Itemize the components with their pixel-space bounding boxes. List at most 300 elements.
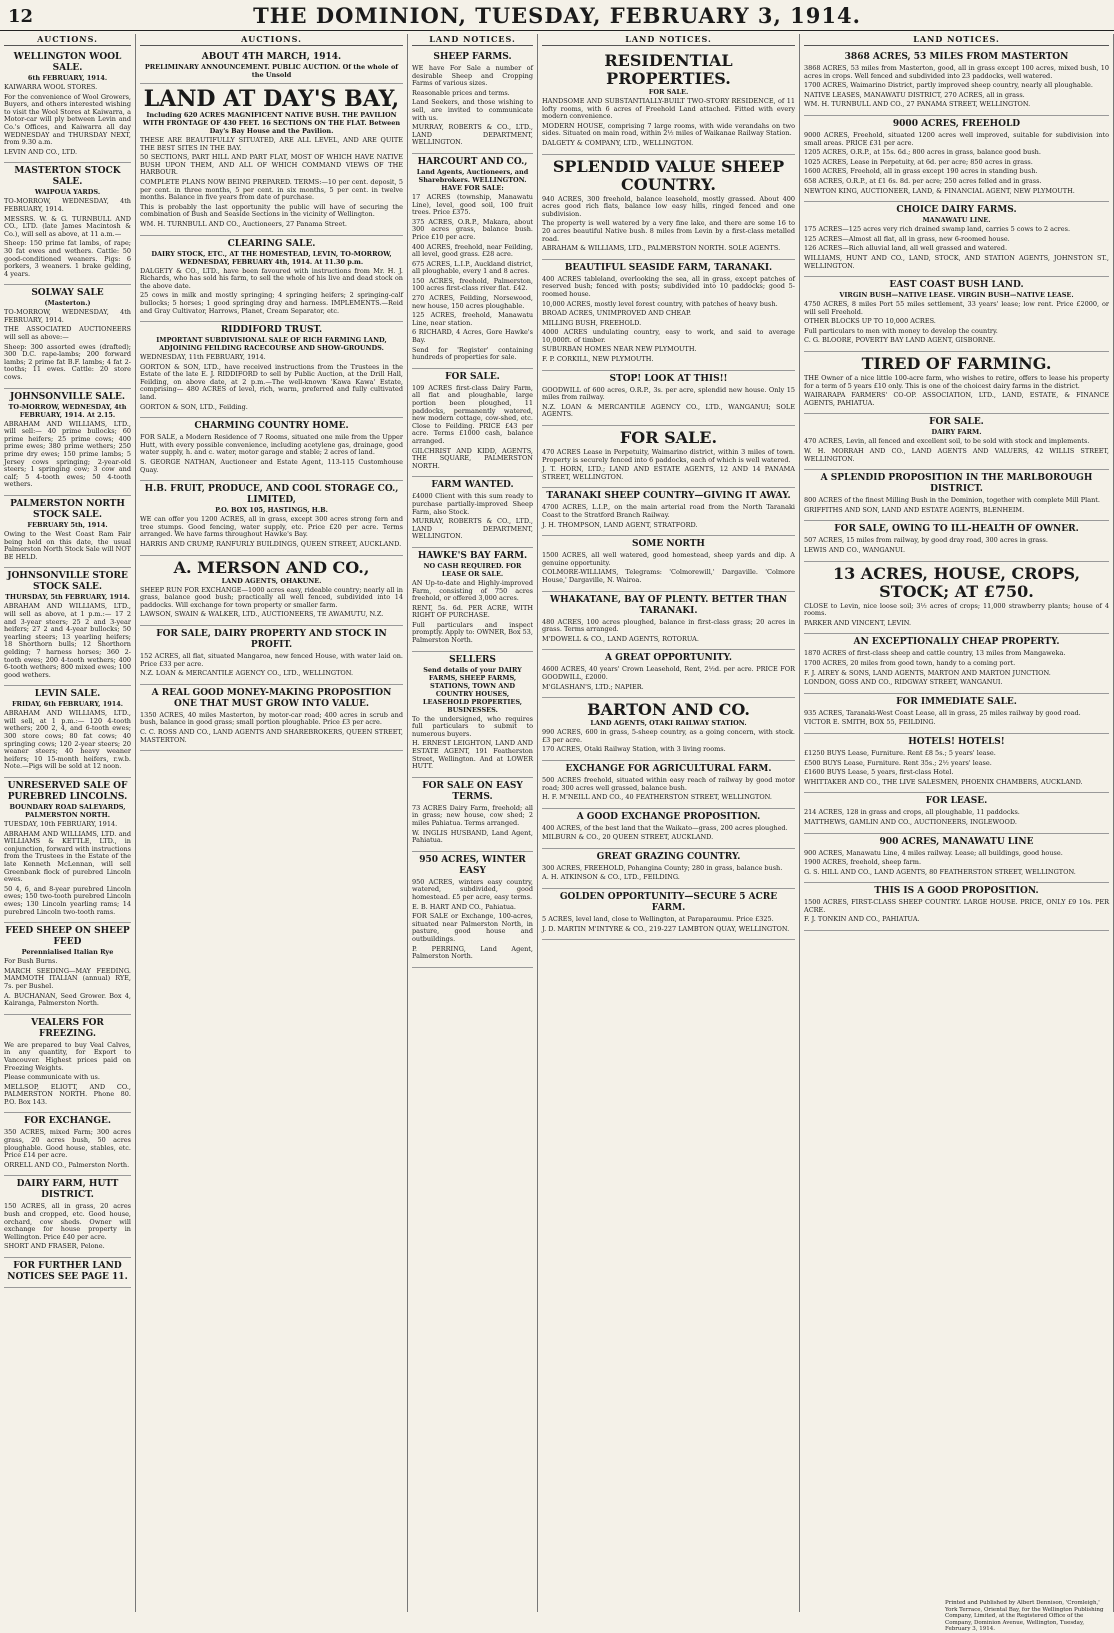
advertisement — [4, 1258, 131, 1288]
ad-heading: BEAUTIFUL SEASIDE FARM, TARANAKI. — [564, 262, 773, 273]
ad-text: Full particulars and inspect promptly. Apply to: OWNER, Box 53, Palmerston North. — [412, 620, 533, 645]
advertisement — [4, 568, 131, 686]
ad-text: To the undersigned, who requires full particulars to submit to numerous buyers. — [412, 714, 533, 738]
ad-text: Sheep: 300 assorted ewes (drafted); 300 D.C. rape-lambs; 200 forward lambs; 2 prime fat B.F. lambs; 4 fat 2-tooths; 11 ewes. Cattle: 20 store cows. — [4, 342, 131, 382]
ad-text: P. PERRING, Land Agent, Palmerston North. — [412, 944, 533, 961]
ad-text: For the convenience of Wool Growers, Buyers, and others interested wishing to visit the Wool Stores at Kaiwarra, a Motor-car will ply between Levin and Co.'s Offices, and Kaiwarra all day WEDNESDAY and THURSDAY NEXT, from 9.30 a.m. — [4, 92, 131, 147]
ad-text: 940 ACRES, 300 freehold, balance leasehold, mostly grassed. About 400 acres good rich flats, balance low easy hills, ringed fenced and one subdivision. — [542, 194, 795, 218]
ad-text: LONDON, GOSS AND CO., RIDGWAY STREET, WANGANUI. — [804, 678, 1003, 687]
ad-heading: A REAL GOOD MONEY-MAKING PROPOSITION ONE THAT MUST GROW INTO VALUE. — [151, 687, 392, 709]
ad-text: W. H. MORRAH AND CO., LAND AGENTS AND VALUERS, 42 WILLIS STREET, WELLINGTON. — [804, 447, 1109, 463]
ad-heading: FOR EXCHANGE. — [23, 1116, 112, 1127]
ad-text: 800 ACRES of the finest Milling Bush in the Dominion, together with complete Mill Plant. — [804, 496, 1100, 505]
advertisement — [4, 778, 131, 923]
ad-heading: SELLERS — [449, 654, 496, 665]
ad-text: MESSRS. W. & G. TURNBULL AND CO., LTD. (late James Macintosh & Co.), will sell as above, at 11 a.m.— — [4, 214, 131, 238]
advertisement — [4, 1176, 131, 1258]
ad-subheading: MANAWATU LINE. — [922, 216, 991, 225]
ad-text: THE ASSOCIATED AUCTIONEERS will sell as above:— — [4, 325, 131, 342]
advertisement — [140, 626, 403, 685]
ad-text: J. H. THOMPSON, LAND AGENT, STRATFORD. — [542, 520, 698, 529]
ad-text: COLMORE-WILLIAMS, Telegrams: 'Colmorewill,' Dargaville. 'Colmore House,' Dargaville, N. Wairoa. — [542, 568, 795, 584]
ad-text: 50 SECTIONS, PART HILL AND PART FLAT, MOST OF WHICH HAVE NATIVE BUSH UPON THEM, AND ALL OF WHICH COMMAND VIEWS OF THE HARBOUR. — [140, 153, 403, 177]
ad-heading: EAST COAST BUSH LAND. — [889, 280, 1024, 291]
advertisement — [542, 426, 795, 488]
ad-subheading: P.O. BOX 105, HASTINGS, H.B. — [215, 506, 328, 515]
ad-text: ABRAHAM AND WILLIAMS, LTD., will sell:— 40 prime bullocks; 60 prime heifers; 25 prime cows; 400 prime ewes; 380 prime wethers; 250 prime dry ewes; 150 prime lambs; 5 Jersey cows springing; 2-year-old steers; 1 springing cow; 3 cow and calf; 5 4-tooth ewes; 50 4-tooth wethers. — [4, 419, 131, 489]
ad-heading: FOR SALE. — [445, 371, 500, 382]
ad-heading: HOTELS! HOTELS! — [908, 736, 1005, 747]
ad-heading: FOR SALE. — [619, 428, 718, 448]
advertisement — [542, 155, 795, 260]
ad-text: 4000 ACRES undulating country, easy to work, and said to average 10,000ft. of timber. — [542, 328, 795, 344]
advertisement — [542, 371, 795, 426]
ad-heading: CHOICE DAIRY FARMS. — [896, 205, 1017, 216]
advertisement — [4, 923, 131, 1015]
advertisement — [4, 49, 131, 163]
advertisement — [804, 562, 1109, 635]
ad-subheading: Land Agents, Auctioneers, and Sharebrokers. WELLINGTON. HAVE FOR SALE: — [416, 167, 529, 192]
ad-heading: FOR SALE ON EASY TERMS. — [422, 780, 523, 802]
advertisement — [140, 685, 403, 751]
ad-text: DALGETY & CO., LTD., have been favoured with instructions from Mr. H. J. Richards, who has sold his farm, to sell the whole of his live and dead stock on the above date. — [140, 266, 403, 290]
ad-text: THE Owner of a nice little 100-acre farm, who wishes to retire, offers to lease his property for a term of 5 years £10 only. This is one of the choicest dairy farms in the district. — [804, 374, 1109, 390]
ad-text: Owing to the West Coast Ram Fair being held on this date, the usual Palmerston North Stock Sale will NOT BE HELD. — [4, 529, 132, 561]
masthead — [0, 0, 1114, 31]
ad-heading: GOLDEN OPPORTUNITY—SECURE 5 ACRE FARM. — [559, 892, 778, 914]
ad-text: G. S. HILL AND CO., LAND AGENTS, 80 FEATHERSTON STREET, WELLINGTON. — [804, 867, 1076, 876]
ad-text: F. J. AIREY & SONS, LAND AGENTS, MARTON AND MARTON JUNCTION. — [804, 668, 1051, 677]
ad-text: 9000 ACRES, Freehold, situated 1200 acres well improved, suitable for subdivision into small areas. PRICE £31 per acre. — [804, 130, 1109, 147]
ad-text: Reasonable prices and terms. — [412, 88, 510, 97]
ad-subheading: BOUNDARY ROAD SALEYARDS, PALMERSTON NORTH. — [9, 803, 126, 820]
ad-text: N.Z. LOAN & MERCANTILE AGENCY CO., LTD., WANGANUI; SOLE AGENTS. — [542, 402, 795, 419]
ad-text: 1500 ACRES, FIRST-CLASS SHEEP COUNTRY. LARGE HOUSE. PRICE, ONLY £9 10s. PER ACRE. — [804, 898, 1109, 914]
ad-text: 1205 ACRES, O.R.P., at 15s. 6d.; 800 acres in grass, balance good bush. — [804, 148, 1041, 157]
ad-subheading: 6th FEBRUARY, 1914. — [27, 74, 108, 82]
advertisement — [542, 260, 795, 371]
ad-text: TO-MORROW, WEDNESDAY, 4th FEBRUARY, 1914. — [4, 308, 131, 324]
ad-text: 1600 ACRES, Freehold, all in grass except 190 acres in standing bush. — [804, 167, 1038, 176]
column-heading: AUCTIONS. — [4, 34, 131, 46]
ad-text: ABRAHAM AND WILLIAMS, LTD. and WILLIAMS & KETTLE, LTD., in conjunction, forward with instructions from the Trustees in the Estate of the late Kenneth McLennan, will sell Greenbank flock of purebred Lincoln ewes. — [4, 829, 131, 884]
ad-subheading: DAIRY STOCK, ETC., AT THE HOMESTEAD, LEVIN, TO-MORROW, WEDNESDAY, FEBRUARY 4th, 1914. At 11.30 p.m. — [151, 249, 392, 266]
ad-heading: 9000 ACRES, FREEHOLD — [892, 118, 1021, 129]
ad-text: Send for 'Register' containing hundreds of properties for sale. — [412, 345, 533, 362]
ad-text: 4700 ACRES, L.I.P., on the main arterial road from the North Taranaki Coast to the Stratford Branch Railway. — [542, 503, 795, 519]
ad-text: SHORT AND FRASER, Pelone. — [4, 1242, 105, 1251]
ad-subheading: LAND AGENTS, OTAKI RAILWAY STATION. — [590, 719, 747, 728]
ad-heading: AN EXCEPTIONALLY CHEAP PROPERTY. — [853, 637, 1060, 648]
ad-text: A. BUCHANAN, Seed Grower. Box 4, Kairanga, Palmerston North. — [4, 991, 131, 1008]
ad-subheading: TO-MORROW, WEDNESDAY, 4th FEBRUARY, 1914. At 2.15. — [8, 402, 127, 419]
advertisement — [804, 352, 1109, 414]
ad-text: WILLIAMS, HUNT AND CO., LAND, STOCK, AND STATION AGENTS, JOHNSTON ST., WELLINGTON. — [804, 253, 1109, 270]
advertisement — [412, 778, 533, 852]
ad-text: 1900 ACRES, freehold, sheep farm. — [804, 858, 922, 867]
ad-text: We are prepared to buy Veal Calves, in any quantity, for Export to Vancouver. Highest prices paid on Freezing Weights. — [4, 1040, 131, 1072]
ad-heading: CHARMING COUNTRY HOME. — [194, 421, 349, 432]
ad-text: S. GEORGE NATHAN, Auctioneer and Estate Agent, 113-115 Customhouse Quay. — [140, 458, 403, 474]
advertisement — [542, 49, 795, 155]
advertisement — [804, 793, 1109, 833]
ad-subheading: PRELIMINARY ANNOUNCEMENT. PUBLIC AUCTION. Of the whole of the Unsold — [144, 63, 399, 79]
advertisement — [542, 809, 795, 849]
advertisement — [412, 477, 533, 548]
ad-text: THESE ARE BEAUTIFULLY SITUATED, ARE ALL LEVEL, AND ARE QUITE THE BEST SITES IN THE BAY. — [140, 136, 403, 152]
ad-heading: STOP! LOOK AT THIS!! — [609, 373, 728, 384]
ad-text: NATIVE LEASES, MANAWATU DISTRICT, 270 ACRES, all in grass. — [804, 90, 1025, 99]
ad-text: GORTON & SON, LTD., Feilding. — [140, 402, 248, 411]
ad-text: WE have For Sale a number of desirable Sheep and Cropping Farms of various sizes. — [412, 64, 533, 88]
ad-text: This is probably the last opportunity the public will have of securing the combination of Bush and Seaside Sections in the vicinity of Wellington. — [140, 202, 403, 219]
advertisement — [412, 369, 533, 478]
ad-text: SHEEP RUN FOR EXCHANGE—1000 acres easy, rideable country; nearly all in grass, balance good bush; practically all well fenced, subdivided into 14 paddocks. Will exchange for town property or smaller farm. — [140, 585, 403, 609]
ad-text: MILLING BUSH, FREEHOLD. — [542, 318, 642, 327]
ad-text: 400 ACRES, of the best land that the Waikato—grass, 200 acres ploughed. — [542, 823, 788, 832]
ad-subheading: WAIPOUA YARDS. — [34, 188, 101, 197]
ad-text: W. INGLIS HUSBAND, Land Agent, Pahiatua. — [412, 828, 533, 845]
ad-text: 900 ACRES, Manawatu Line, 4 miles railway. Lease; all buildings, good house. — [804, 848, 1063, 857]
ad-heading: HARCOURT AND CO., — [417, 156, 528, 167]
ad-text: SUBURBAN HOMES NEAR NEW PLYMOUTH. — [542, 345, 697, 354]
advertisement — [542, 761, 795, 809]
ad-text: VICTOR E. SMITH, BOX 55, FEILDING. — [804, 718, 936, 727]
ad-text: 25 cows in milk and mostly springing; 4 springing heifers; 2 springing-calf bullocks; 5 horses; 1 good springing dray and harness. IMPLEMENTS.—Reid and Gray Cultivator, Harrows, Planet, Cream Separator, etc. — [140, 291, 403, 315]
advertisement — [804, 470, 1109, 521]
ad-text: MELLSOP, ELIOTT, AND CO., PALMERSTON NORTH. Phone 80. P.O. Box 143. — [4, 1082, 131, 1106]
ad-text: 1025 ACRES, Lease in Perpetuity, at 6d. per acre; 850 acres in grass. — [804, 157, 1033, 166]
ad-heading: FEED SHEEP ON SHEEP FEED — [5, 926, 130, 948]
advertisement — [542, 698, 795, 761]
ad-text: For Bush Burns. — [4, 957, 58, 966]
ad-subheading: Perennialised Italian Rye — [21, 948, 114, 957]
advertisement — [4, 1113, 131, 1176]
ad-heading: WHAKATANE, BAY OF PLENTY. BETTER THAN TARANAKI. — [550, 594, 787, 616]
ad-text: Full particulars to men with money to develop the country. — [804, 326, 998, 335]
ad-text: J. T. HORN, LTD.; LAND AND ESTATE AGENTS, 12 AND 14 PANAMA STREET, WELLINGTON. — [542, 465, 795, 481]
ad-subheading: THURSDAY, 5th FEBRUARY, 1914. — [5, 593, 130, 602]
ad-text: 1700 ACRES, Waimarino District, partly improved sheep country, nearly all ploughable. — [804, 81, 1093, 90]
ad-heading: A. MERSON AND CO., — [173, 557, 370, 577]
ad-text: 214 ACRES, 128 in grass and crops, all ploughable, 11 paddocks. — [804, 808, 1020, 817]
ad-text: 5 ACRES, level land, close to Wellington, at Paraparaumu. Price £325. — [542, 915, 774, 924]
column-heading: LAND NOTICES. — [804, 34, 1109, 46]
ad-text: AN Up-to-date and Highly-improved Farm, consisting of 750 acres freehold, or offered 3,000 acres. — [412, 578, 533, 603]
ad-text: E. B. HART AND CO., Pahiatua. — [412, 902, 516, 911]
column-4 — [538, 34, 800, 1612]
ad-text: 125 ACRES, freehold, Manawatu Line, near station. — [412, 311, 533, 327]
ad-heading: SOLWAY SALE — [31, 288, 104, 299]
ad-heading: SHEEP FARMS. — [433, 52, 512, 62]
advertisement — [140, 236, 403, 323]
ad-text: F. J. TONKIN AND CO., PAHIATUA. — [804, 915, 920, 924]
newspaper-title: THE DOMINION, TUESDAY, FEBRUARY 3, 1914. — [253, 3, 861, 28]
ad-heading: H.B. FRUIT, PRODUCE, AND COOL STORAGE CO., LIMITED, — [144, 484, 399, 506]
column-heading: LAND NOTICES. — [542, 34, 795, 46]
ad-heading: 900 ACRES, MANAWATU LINE — [879, 836, 1034, 847]
advertisement — [140, 84, 403, 236]
ad-text: 470 ACRES, Levin, all fenced and excellent soil, to be sold with stock and implements. — [804, 437, 1090, 446]
ad-text: 50 4, 6, and 8-year purebred Lincoln ewes; 150 two-tooth purebred Lincoln ewes; 130 Lincoln yearling rams; 14 purebred Lincoln two-tooth rams. — [4, 884, 131, 916]
ad-subheading: IMPORTANT SUBDIVISIONAL SALE OF RICH FARMING LAND, ADJOINING FEILDING RACECOURSE AND SHOW-GROUNDS. — [156, 336, 387, 353]
ad-heading: SPLENDID VALUE SHEEP COUNTRY. — [552, 156, 785, 194]
ad-subheading: VIRGIN BUSH—NATIVE LEASE. VIRGIN BUSH—NATIVE LEASE. — [839, 291, 1074, 300]
ad-text: GORTON & SON, LTD., have received instructions from the Trustees in the Estate of the late E. J. RIDDIFORD to sell by Public Auction, at the Drill Hall, Feilding, on above date, at 2 p.m.—The well-known 'Kawa Kawa' Estate, comprising— 480 ACRES of level, rich, warm, preferred and fully cultivated land. — [140, 362, 403, 402]
ad-subheading: FRIDAY, 6th FEBRUARY, 1914. — [11, 700, 124, 709]
ad-text: 10,000 ACRES, mostly level forest country, with patches of heavy bush. — [542, 299, 778, 308]
ad-text: 1350 ACRES, 40 miles Masterton, by motor-car road; 400 acres in scrub and bush, balance in good grass; small portion ploughable. Price £3 per acre. — [140, 710, 403, 727]
ad-heading: RESIDENTIAL PROPERTIES. — [604, 51, 733, 88]
ad-text: 3868 ACRES, 53 miles from Masterton, good, all in grass except 100 acres, mixed bush, 10 acres in crops. Well fenced and subdivided into 23 paddocks, well watered. — [804, 64, 1109, 80]
advertisement — [804, 116, 1109, 202]
ad-heading: 13 ACRES, HOUSE, CROPS, STOCK; AT £750. — [832, 563, 1081, 601]
advertisement — [412, 852, 533, 968]
ad-text: H. ERNEST LEIGHTON, LAND AND ESTATE AGENT, 191 Featherston Street, Wellington. And at LOWER HUTT. — [412, 739, 533, 771]
ad-text: WHITTAKER AND CO., THE LIVE SALESMEN, PHOENIX CHAMBERS, AUCKLAND. — [804, 777, 1083, 786]
ad-text: 4600 ACRES, 40 years' Crown Leasehold, Rent, 2½d. per acre. PRICE FOR GOODWILL, £2000. — [542, 665, 795, 681]
imprint: Printed and Published by Albert Dennison, 'Cromleigh,' York Terrace, Oriental Bay, for the Wellington Publishing Company, Limited, at the Registered Office of the Company, Dominion Avenue, Wellington, Tuesday, February 3, 1914. — [945, 1600, 1104, 1632]
ad-heading: A SPLENDID PROPOSITION IN THE MARLBOROUGH DISTRICT. — [820, 473, 1093, 495]
ad-subheading: NO CASH REQUIRED. FOR LEASE OR SALE. — [423, 561, 522, 578]
ad-text: CLOSE to Levin, nice loose soil; 3½ acres of crops; 11,000 strawberry plants; house of 4 rooms. — [804, 601, 1109, 618]
ad-heading: FOR SALE, DAIRY PROPERTY AND STOCK IN PROFIT. — [156, 628, 387, 650]
ad-text: J. D. MARTIN M'INTYRE & CO., 219-227 LAMBTON QUAY, WELLINGTON. — [542, 924, 790, 933]
advertisement — [4, 163, 131, 285]
ad-text: 4750 ACRES, 8 miles Port 55 miles settlement, 33 years' lease; low rent. Price £2000, or will sell Freehold. — [804, 300, 1109, 316]
ad-text: C. G. BLOORE, POVERTY BAY LAND AGENT, GISBORNE. — [804, 336, 996, 345]
ad-heading: JOHNSONVILLE STORE STOCK SALE. — [7, 571, 128, 593]
advertisement — [4, 389, 131, 496]
ad-text: 1870 ACRES of first-class sheep and cattle country, 13 miles from Mangaweka. — [804, 649, 1066, 658]
ad-text: 270 ACRES, Feilding, Norsewood, new house, 150 acres ploughable. — [412, 294, 533, 310]
advertisement — [542, 536, 795, 591]
advertisement — [412, 49, 533, 154]
advertisement — [804, 277, 1109, 352]
ad-text: MILBURN & CO., 20 QUEEN STREET, AUCKLAND. — [542, 833, 714, 842]
advertisement — [804, 414, 1109, 470]
ad-heading: SOME NORTH — [632, 539, 705, 550]
ad-text: F. P. CORKILL, NEW PLYMOUTH. — [542, 355, 654, 364]
ad-text: 152 ACRES, all flat, situated Mangaroa, new fenced House, with water laid on. Price £33 per acre. — [140, 651, 403, 668]
ad-text: TO-MORROW, WEDNESDAY, 4th FEBRUARY, 1914. — [4, 197, 131, 213]
ad-text: 480 ACRES, 100 acres ploughed, balance in first-class grass; 20 acres in grass. Terms arranged. — [542, 617, 795, 634]
ad-text: M'DOWELL & CO., LAND AGENTS, ROTORUA. — [542, 634, 699, 643]
ad-text: 1700 ACRES, 20 miles from good town, handy to a coming port. — [804, 658, 1016, 667]
advertisement — [804, 202, 1109, 277]
ad-text: LAWSON, SWAIN & WALKER, LTD., AUCTIONEERS, TE AWAMUTU, N.Z. — [140, 610, 384, 619]
ad-text: GILCHRIST AND KIDD, AGENTS, THE SQUARE, PALMERSTON NORTH. — [412, 446, 533, 470]
column-heading: LAND NOTICES. — [412, 34, 533, 46]
ad-text: ABRAHAM AND WILLIAMS, LTD., will sell, at 1 p.m.:— 120 4-tooth wethers; 200 2, 4, and 6-tooth ewes; 300 store cows; 80 fat cows; 40 springing cows; 120 2-year steers; 20 weaner steers; 40 heavy weaner heifers; 10 15-month heifers, r.w.b. Note.—Pigs will be sold at 12 noon. — [4, 709, 131, 771]
ad-heading: THIS IS A GOOD PROPOSITION. — [874, 886, 1039, 897]
ad-text: OTHER BLOCKS UP TO 10,000 ACRES. — [804, 317, 936, 326]
ad-subheading: FOR SALE. — [648, 88, 689, 96]
ad-text: 350 ACRES, mixed Farm; 300 acres grass, 20 acres bush, 50 acres ploughable. Good house, stables, etc. Price £14 per acre. — [4, 1128, 131, 1160]
ad-heading: EXCHANGE FOR AGRICULTURAL FARM. — [565, 763, 772, 774]
ad-heading: ABOUT 4TH MARCH, 1914. — [201, 52, 342, 62]
ad-text: WAIRARAPA FARMERS' CO-OP. ASSOCIATION, LTD., LAND, ESTATE, & FINANCE AGENTS, PAHIATUA. — [804, 391, 1109, 407]
ad-text: MURRAY, ROBERTS & CO., LTD., LAND DEPARTMENT, WELLINGTON. — [412, 123, 533, 147]
ad-text: 507 ACRES, 15 miles from railway, by good dray road, 300 acres in grass. — [804, 536, 1048, 545]
advertisement — [804, 734, 1109, 793]
advertisement — [804, 521, 1109, 561]
ad-text: LEWIS AND CO., WANGANUI. — [804, 546, 906, 554]
advertisement — [4, 285, 131, 388]
ad-text: 175 ACRES—125 acres very rich drained swamp land, carries 5 cows to 2 acres. — [804, 225, 1071, 234]
ad-text: £500 BUYS Lease, Furniture. Rent 35s.; 2½ years' lease. — [804, 758, 992, 767]
ad-text: LEVIN AND CO., LTD. — [4, 147, 78, 156]
ad-text: A. H. ATKINSON & CO., LTD., FEILDING. — [542, 873, 680, 882]
advertisement — [4, 1015, 131, 1114]
advertisement — [140, 418, 403, 481]
ad-heading: A GOOD EXCHANGE PROPOSITION. — [576, 811, 761, 822]
ad-heading: FOR LEASE. — [925, 796, 988, 807]
ad-text: C. C. ROSS AND CO., LAND AGENTS AND SHAREBROKERS, QUEEN STREET, MASTERTON. — [140, 727, 403, 744]
ad-text: 1500 ACRES, all well watered, good homestead, sheep yards and dip. A genuine opportunity. — [542, 551, 795, 567]
ad-text: 73 ACRES Dairy Farm, freehold; all in grass; new house, cow shed; 2 miles Pahiatua. Terms arranged. — [412, 803, 533, 827]
ad-subheading: DAIRY FARM. — [931, 428, 982, 437]
ad-text: 6 RICHARD, 4 Acres, Gore Hawke's Bay. — [412, 328, 533, 345]
ad-text: 300 ACRES, FREEHOLD, Pohangina County; 280 in grass, balance bush. — [542, 863, 783, 872]
ad-text: MODERN HOUSE, comprising 7 large rooms, with wide verandahs on two sides. Situated on main road, within 2½ miles of Waikanae Railway Station. — [542, 121, 795, 138]
ad-text: MURRAY, ROBERTS & CO., LTD., LAND DEPARTMENT, WELLINGTON. — [412, 517, 533, 541]
ad-text: FOR SALE, a Modern Residence of 7 Rooms, situated one mile from the Upper Hutt, with every possible convenience, including acetylene gas, drainage, good water supply, h. and c. water, motor garage and stable; 2 acres of land. — [140, 433, 403, 457]
ad-text: MARCH SEEDING—MAY FEEDING. MAMMOTH ITALIAN (annual) RYE, 7s. per Bushel. — [4, 966, 131, 990]
advertisement — [542, 488, 795, 536]
advertisement — [804, 694, 1109, 734]
ad-text: 990 ACRES, 600 in grass, 5-sheep country, as a going concern, with stock. £3 per acre. — [542, 728, 795, 744]
ad-heading: 950 ACRES, WINTER EASY — [419, 854, 526, 876]
advertisement — [542, 650, 795, 698]
ad-text: 375 ACRES, O.R.P., Makara, about 300 acres grass, balance bush. Price £10 per acre. — [412, 217, 533, 241]
ad-heading: FOR SALE, OWING TO ILL-HEALTH OF OWNER. — [834, 524, 1079, 535]
advertisement — [542, 592, 795, 651]
ad-text: WM. H. TURNBULL AND CO., Auctioneers, 27 Panama Street. — [140, 219, 347, 228]
ad-text: HARRIS AND CRUMP, RANFURLY BUILDINGS, QUEEN STREET, AUCKLAND. — [140, 540, 402, 548]
ad-heading: RIDDIFORD TRUST. — [220, 325, 323, 336]
ad-text: BROAD ACRES, UNIMPROVED AND CHEAP. — [542, 309, 692, 318]
ad-heading: 3868 ACRES, 53 MILES FROM MASTERTON — [844, 52, 1069, 62]
ad-text: £1600 BUYS Lease, 5 years, first-class Hotel. — [804, 768, 954, 777]
column-3 — [408, 34, 538, 1612]
ad-heading: LAND AT DAY'S BAY, — [143, 86, 400, 112]
ad-subheading: FEBRUARY 5th, 1914. — [27, 520, 108, 529]
ad-text: 400 ACRES, freehold, near Feilding, all level, good grass. £28 acre. — [412, 242, 533, 259]
advertisement — [4, 686, 131, 778]
advertisement — [542, 889, 795, 940]
advertisement — [804, 834, 1109, 884]
advertisement — [4, 496, 131, 568]
ad-text: N.Z. LOAN & MERCANTILE AGENCY CO., LTD., WELLINGTON. — [140, 669, 354, 678]
ad-heading: LEVIN SALE. — [34, 689, 101, 700]
ad-heading: FOR FURTHER LAND NOTICES SEE PAGE 11. — [7, 1261, 128, 1282]
ad-heading: TARANAKI SHEEP COUNTRY—GIVING IT AWAY. — [546, 491, 791, 502]
advertisement — [140, 556, 403, 626]
advertisement — [140, 481, 403, 555]
ad-text: 125 ACRES—Almost all flat, all in grass, new 6-roomed house. — [804, 234, 1010, 243]
ad-subheading: LAND AGENTS, OHAKUNE. — [221, 576, 322, 585]
ad-text: PARKER AND VINCENT, LEVIN. — [804, 618, 912, 627]
ad-text: H. F. M'NEILL AND CO., 40 FEATHERSTON STREET, WELLINGTON. — [542, 793, 772, 802]
ad-text: 170 ACRES, Otaki Railway Station, with 3 living rooms. — [542, 745, 726, 754]
column-1 — [0, 34, 136, 1612]
ad-text: GRIFFITHS AND SON, LAND AND ESTATE AGENTS, BLENHEIM. — [804, 505, 1025, 514]
ad-text: NEWTON KING, AUCTIONEER, LAND, & FINANCIAL AGENT, NEW PLYMOUTH. — [804, 186, 1075, 195]
ad-text: ORRELL AND CO., Palmerston North. — [4, 1160, 130, 1169]
ad-text: 500 ACRES freehold, situated within easy reach of railway by good motor road; 300 acres well grassed, balance bush. — [542, 775, 795, 792]
ad-heading: TIRED OF FARMING. — [861, 354, 1052, 374]
ad-text: RENT, 5s. 6d. PER ACRE, WITH RIGHT OF PURCHASE. — [412, 603, 533, 620]
ad-text: HANDSOME AND SUBSTANTIALLY-BUILT TWO-STORY RESIDENCE, of 11 lofty rooms, with 6 acres of Freehold Land attached. Fitted with every modern convenience. — [542, 97, 795, 121]
ad-text: DALGETY & COMPANY, LTD., WELLINGTON. — [542, 138, 694, 147]
page-number: 12 — [8, 6, 34, 27]
ad-text: 17 ACRES (township, Manawatu Line), level, good soil, 100 fruit trees. Price £375. — [412, 192, 533, 217]
advertisement — [804, 49, 1109, 116]
ad-text: 658 ACRES, O.R.P., at £1 6s. 8d. per acre; 250 acres felled and in grass. — [804, 176, 1042, 185]
ad-text: 126 ACRES—Rich alluvial land, all well grassed and watered. — [804, 244, 1008, 253]
ad-heading: WELLINGTON WOOL SALE. — [13, 52, 122, 73]
ad-text: £1250 BUYS Lease, Furniture. Rent £8 5s.; 5 years' lease. — [804, 748, 996, 757]
advertisement — [804, 883, 1109, 931]
ad-text: ABRAHAM AND WILLIAMS, LTD., will sell as above, at 1 p.m.:— 17 2 and 3-year steers; 25 2 and 3-year heifers; 27 2 and 4-year bullocks; 50 yearling steers; 13 yearling heifers; 18 Shorthorn bulls; 12 Shorthorn gelding; 7 harness horses; 360 2-tooth ewes; 200 4-tooth wethers; 400 6-tooth wethers; 800 mixed ewes; 100 good wethers. — [4, 602, 131, 679]
ad-text: WE can offer you 1200 ACRES, all in grass, except 300 acres strong fern and tree stumps. Good fencing, water supply, etc. Price £20 per acre. Terms arranged. We have farms throughout Hawke's Bay. — [140, 515, 403, 539]
ad-text: 950 ACRES, winters easy country, watered, subdivided, good homestead. £5 per acre, easy terms. — [412, 877, 533, 901]
ad-text: ABRAHAM & WILLIAMS, LTD., PALMERSTON NORTH. SOLE AGENTS. — [542, 244, 781, 253]
ad-heading: CLEARING SALE. — [227, 238, 316, 249]
ad-text: KAIWARRA WOOL STORES. — [4, 83, 98, 91]
ad-heading: JOHNSONVILLE SALE. — [9, 391, 126, 402]
ad-text: FOR SALE or Exchange, 100-acres, situated near Palmerston North, in pasture, good house and outbuildings. — [412, 912, 533, 943]
ad-text: 470 ACRES Lease in Perpetuity, Waimarino district, within 3 miles of town. Property is securely fenced into 6 paddocks, each of which is well watered. — [542, 448, 795, 464]
ad-heading: PALMERSTON NORTH STOCK SALE. — [10, 498, 125, 520]
ad-text: 150 ACRES, all in grass, 20 acres bush and cropped, etc. Good house, orchard, cow sheds. Owner will exchange for house property in Wellington. Price £40 per acre. — [4, 1202, 131, 1241]
ad-text: Land Seekers, and those wishing to sell, are invited to communicate with us. — [412, 98, 533, 122]
ad-text: 675 ACRES, L.I.P., Auckland district, all ploughable, every 1 and 8 acres. — [412, 259, 533, 276]
ad-text: 935 ACRES, Taranaki-West Coast Lease, all in grass, 25 miles railway by good road. — [804, 708, 1081, 717]
ad-heading: GREAT GRAZING COUNTRY. — [596, 851, 741, 862]
ad-text: GOODWILL of 600 acres, O.R.P., 3s. per acre, splendid new house. Only 15 miles from railway. — [542, 385, 795, 402]
ad-heading: UNRESERVED SALE OF PUREBRED LINCOLNS. — [7, 781, 128, 803]
ad-text: M'GLASHAN'S, LTD.; NAPIER. — [542, 682, 644, 691]
ad-text: MATTHEWS, GAMLIN AND CO., AUCTIONEERS, INGLEWOOD. — [804, 817, 1017, 826]
ad-heading: A GREAT OPPORTUNITY. — [604, 653, 733, 664]
ad-heading: DAIRY FARM, HUTT DISTRICT. — [16, 1179, 119, 1201]
ad-heading: MASTERTON STOCK SALE. — [14, 166, 121, 188]
ad-text: Sheep: 150 prime fat lambs, of rape; 30 fat ewes and wethers. Cattle: 50 good-conditioned weaners. Pigs: 6 porkers, 3 weaners. 1 brake gelding, 4 years. — [4, 239, 131, 278]
advertisement — [140, 322, 403, 418]
column-5 — [800, 34, 1114, 1612]
ad-text: Please communicate with us. — [4, 1073, 100, 1082]
advertisement — [140, 49, 403, 84]
ad-subheading: Send details of your DAIRY FARMS, SHEEP FARMS, STATIONS, TOWN AND COUNTRY HOUSES, LEASEHOLD PROPERTIES, BUSINESSES. — [422, 665, 523, 714]
ad-subheading: Including 620 ACRES MAGNIFICENT NATIVE BUSH. THE PAVILION WITH FRONTAGE OF 430 FEET. 16 SECTIONS ON THE FLAT. Between Day's Bay House and the Pavilion. — [142, 111, 401, 135]
ad-text: COMPLETE PLANS NOW BEING PREPARED. TERMS:—10 per cent. deposit, 5 per cent. in three months, 5 per cent. in six months, 5 per cent. in twelve months. Balance in five years from date of purchase. — [140, 177, 403, 202]
column-heading: AUCTIONS. — [140, 34, 403, 46]
ad-text: TUESDAY, 10th FEBRUARY, 1914. — [4, 820, 118, 829]
ad-text: 150 ACRES, freehold, Palmerston, 100 acres first-class river flat. £42. — [412, 276, 533, 293]
advertisement — [542, 849, 795, 889]
advertisement — [412, 652, 533, 778]
advertisement — [804, 634, 1109, 693]
ad-text: 400 ACRES tableland, overlooking the sea, all in grass, except patches of reserved bush; fenced with posts; subdivided into 10 paddocks; good 5-roomed house. — [542, 274, 795, 298]
ad-text: 109 ACRES first-class Dairy Farm, all flat and ploughable, large portion been ploughed, 11 paddocks, permanently watered, new modern cottage, cow-shed, etc. Close to Feilding. PRICE £43 per acre. Terms £1000 cash, balance arranged. — [412, 383, 533, 445]
ad-heading: FOR IMMEDIATE SALE. — [896, 696, 1017, 707]
ad-heading: BARTON AND CO. — [587, 700, 750, 720]
column-2 — [136, 34, 408, 1612]
ad-text: £4000 Client with this sum ready to purchase partially-improved Sheep Farm, also Stock. — [412, 492, 533, 516]
ad-text: WEDNESDAY, 11th FEBRUARY, 1914. — [140, 353, 266, 362]
